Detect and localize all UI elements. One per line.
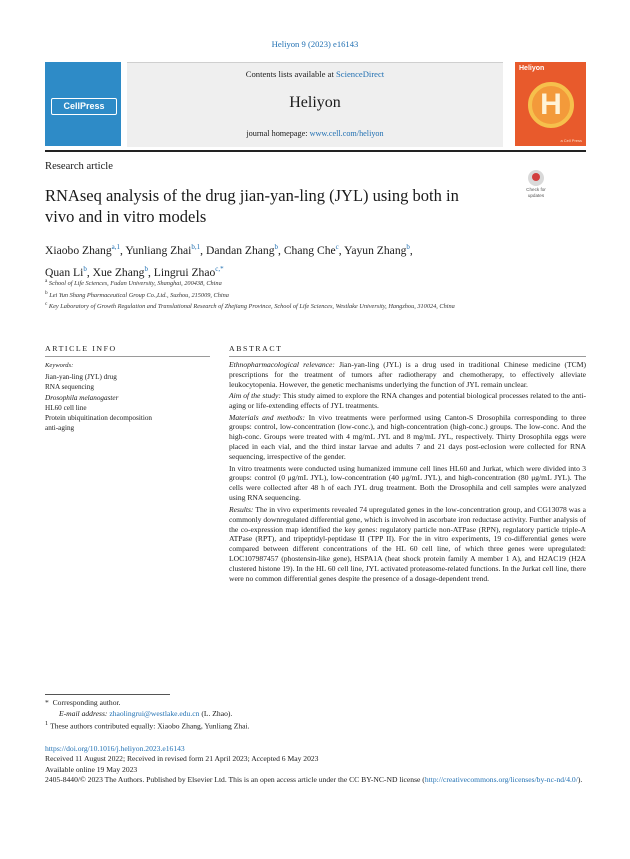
cover-letter: H	[540, 88, 562, 121]
abstract-paragraph	[229, 505, 586, 584]
keyword: Protein ubiquitination decomposition	[45, 414, 153, 423]
affiliation-list	[45, 277, 586, 312]
abstract-section-label: Materials and methods:	[229, 412, 305, 422]
email-label: E-mail address:	[59, 708, 110, 718]
check-updates-icon-dot	[532, 173, 540, 181]
author-affiliation-mark[interactable]: b	[83, 264, 87, 273]
affiliation-text: School of Life Sciences, Fudan University, Shanghai, 200438, China	[48, 280, 222, 288]
cellpress-logo[interactable]	[45, 62, 121, 146]
author-affiliation-mark[interactable]: b	[406, 243, 410, 251]
journal-masthead	[127, 62, 503, 147]
article-type: Research article	[45, 161, 113, 172]
author[interactable]: Lingrui Zhao	[153, 265, 216, 279]
cover-title: Heliyon	[519, 65, 545, 72]
affiliation-mark: a	[45, 278, 48, 284]
article-title: RNAseq analysis of the drug jian-yan-ling (JYL) using both in vivo and in vitro models	[45, 186, 459, 226]
homepage-prefix: journal homepage:	[246, 129, 310, 138]
keywords-label: Keywords:	[45, 362, 74, 369]
affiliation	[45, 289, 586, 301]
abstract-section-text: This study aimed to explore the RNA changes and potential biological processes related to the anti-aging or life-extending effects of JYL treatments.	[229, 391, 586, 411]
footnote-divider	[45, 694, 170, 695]
author[interactable]: Yayun Zhang	[344, 243, 407, 257]
header-divider	[45, 150, 586, 152]
license-text: 2405-8440/© 2023 The Authors. Published by Elsevier Ltd. This is an open access article under the CC BY-NC-ND license (	[45, 774, 425, 784]
abstract-section-label: Ethnopharmacological relevance:	[229, 360, 335, 369]
keyword: Drosophila melanogaster	[45, 393, 119, 402]
email-link[interactable]: zhaolingrui@westlake.edu.cn	[109, 708, 200, 718]
abstract-paragraph	[229, 464, 586, 504]
license-suffix: ).	[577, 774, 583, 784]
contents-prefix: Contents lists available at	[245, 69, 336, 79]
author-affiliation-mark[interactable]: b,1	[191, 243, 201, 251]
abstract-section-text: Jian-yan-ling (JYL) is a drug used in traditional Chinese medicine (TCM) prescriptions for the treatment of tumors after radiotherapy and chemotherapy, to effectively alleviate leukocytopenia. However, the genetic mechanisms underlying the function of JYL remain unclear.	[229, 360, 586, 389]
author[interactable]: Yunliang Zhai	[125, 243, 192, 257]
asterisk-mark: *	[45, 698, 53, 707]
keyword: RNA sequencing	[45, 383, 94, 392]
abstract-section-text: In vivo treatments were performed using Canton-S Drosophila corresponding to three groups: control, low-concentration (low-conc.), and high-concentration (high-conc.) groups. The low-conc. And the high-conc. Groups were treated with 4 mg/mL JYL and 8 mg/mL JYL, respectively. Thirty Drosophila eggs were placed in each vial, and the third instar larvae and adults 7 and 21 days post-eclosion were collected for RNA sequencing, irrespective of the gender.	[229, 412, 586, 462]
author-affiliation-mark[interactable]: c	[335, 243, 339, 251]
license-link[interactable]: http://creativecommons.org/licenses/by-nc-nd/4.0/	[424, 774, 578, 784]
author[interactable]: Xue Zhang	[92, 265, 145, 279]
affiliation	[45, 300, 586, 312]
abstract-heading: ABSTRACT	[229, 344, 283, 353]
author[interactable]: Xiaobo Zhang	[45, 243, 112, 257]
author-affiliation-mark[interactable]: b	[274, 243, 279, 251]
author-affiliation-mark[interactable]: a,1	[111, 243, 121, 251]
cellpress-logo-text: CellPress	[51, 98, 117, 115]
author[interactable]: Dandan Zhang	[205, 243, 275, 257]
homepage-link[interactable]: www.cell.com/heliyon	[309, 129, 384, 138]
homepage-line	[127, 129, 503, 138]
author-affiliation-mark[interactable]: b	[144, 264, 148, 273]
affiliation-mark: b	[45, 289, 48, 296]
license-statement	[45, 775, 586, 785]
keyword: HL60 cell line	[45, 403, 87, 412]
doi-link[interactable]: https://doi.org/10.1016/j.heliyon.2023.e16143	[45, 744, 185, 753]
author[interactable]: Chang Che	[283, 243, 336, 257]
journal-name: Heliyon	[289, 94, 341, 111]
abstract-section-text: In vitro treatments were conducted using humanized immune cell lines HL60 and Jurkat, which were divided into 3 groups: control (0 μg/mL JYL), low-concentration (40 μg/mL JYL), and high-concentration (80 μg/mL JYL). The cells were collected after 48 h of each JYL drug treatment. Both the Drosophila and cell samples were analyzed using RNA sequencing.	[229, 463, 586, 503]
keyword: Jian-yan-ling (JYL) drug	[45, 373, 117, 381]
equal-contribution-text: These authors contributed equally: Xiaobo Zhang, Yunliang Zhai.	[50, 721, 250, 731]
abstract-body	[229, 360, 586, 585]
author-affiliation-mark[interactable]: c,*	[215, 264, 224, 273]
abstract-paragraph	[229, 391, 586, 411]
abstract-divider	[229, 356, 586, 357]
affiliation-text: Key Laboratory of Growth Regulation and Translational Research of Zhejiang Province, School of Life Sciences, Westlake University, Hangzhou, 310024, China	[48, 303, 455, 311]
publication-info	[45, 744, 586, 785]
email-suffix: (L. Zhao).	[199, 708, 233, 718]
abstract-paragraph	[229, 413, 586, 463]
available-online: Available online 19 May 2023	[45, 764, 138, 774]
equal-contribution-note	[45, 719, 586, 732]
affiliation-mark: c	[45, 301, 48, 308]
journal-citation[interactable]: Heliyon 9 (2023) e16143	[271, 39, 359, 49]
author[interactable]: Quan Li	[45, 265, 84, 279]
affiliation	[45, 277, 586, 289]
check-for-updates-button[interactable]	[520, 170, 552, 204]
keyword: anti-aging	[45, 424, 75, 433]
affiliation-text: Lei Yun Shang Pharmaceutical Group Co.,Ltd., Suzhou, 215009, China	[49, 291, 229, 299]
contents-line	[127, 69, 503, 79]
author-list: Xiaobo Zhang$^{a,1}$, Yunliang Zhai$^{b,1}$, Dandan Zhang$^b$, Chang Che$^c$, Yayun Zhang$^b$, Quan Li$^b$, Xue Zhang$^b$, Lingrui Zhao$^{c,*}$	[45, 243, 413, 279]
cover-footer: a Cell Press	[560, 138, 582, 143]
article-history: Received 11 August 2022; Received in revised form 21 April 2023; Accepted 6 May 2023	[45, 754, 319, 764]
abstract-section-label: Results:	[229, 504, 254, 514]
abstract-paragraph	[229, 360, 586, 390]
corresponding-author-text: Corresponding author.	[52, 698, 121, 707]
abstract-section-label: Aim of the study:	[229, 391, 281, 401]
article-info-heading: ARTICLE INFO	[45, 344, 117, 353]
sciencedirect-link[interactable]: ScienceDirect	[336, 69, 385, 79]
corresponding-author-note	[45, 698, 586, 709]
footnotes	[45, 698, 586, 732]
check-updates-label: Check for updates	[526, 187, 546, 198]
abstract-section-text: The in vivo experiments revealed 74 upregulated genes in the low-concentration group, and CG13078 was a commonly downregulated differential gene, which is involved in ascorbate iron reductase activity. Further analysis of the co-expression map identified the key genes: regulatory particle non-ATPase (RPN), regulatory particle triple-A ATPase (RPT), and tripeptidyl-peptidase II (TPP II). For the in vitro experiments, 19 co-differential genes were compared between different concentrations of the HL 60 cell line, of which three genes were upregulated: LOC107987457 (phostensin-like gene), HSPA1A (heat shock protein family A member 1 A), and H2AC19 (H2A clustered histone 19). In the HL 60 cell line, JYL activated proteasome-related functions. In the Jurkat cell line, there were no common differential genes despite the presence of a dosage-dependent trend.	[229, 504, 587, 584]
article-info-divider	[45, 356, 210, 357]
keyword-list	[45, 372, 152, 434]
email-note	[45, 709, 586, 720]
journal-cover-image[interactable]	[515, 62, 586, 146]
footnote-mark: 1	[45, 720, 49, 728]
